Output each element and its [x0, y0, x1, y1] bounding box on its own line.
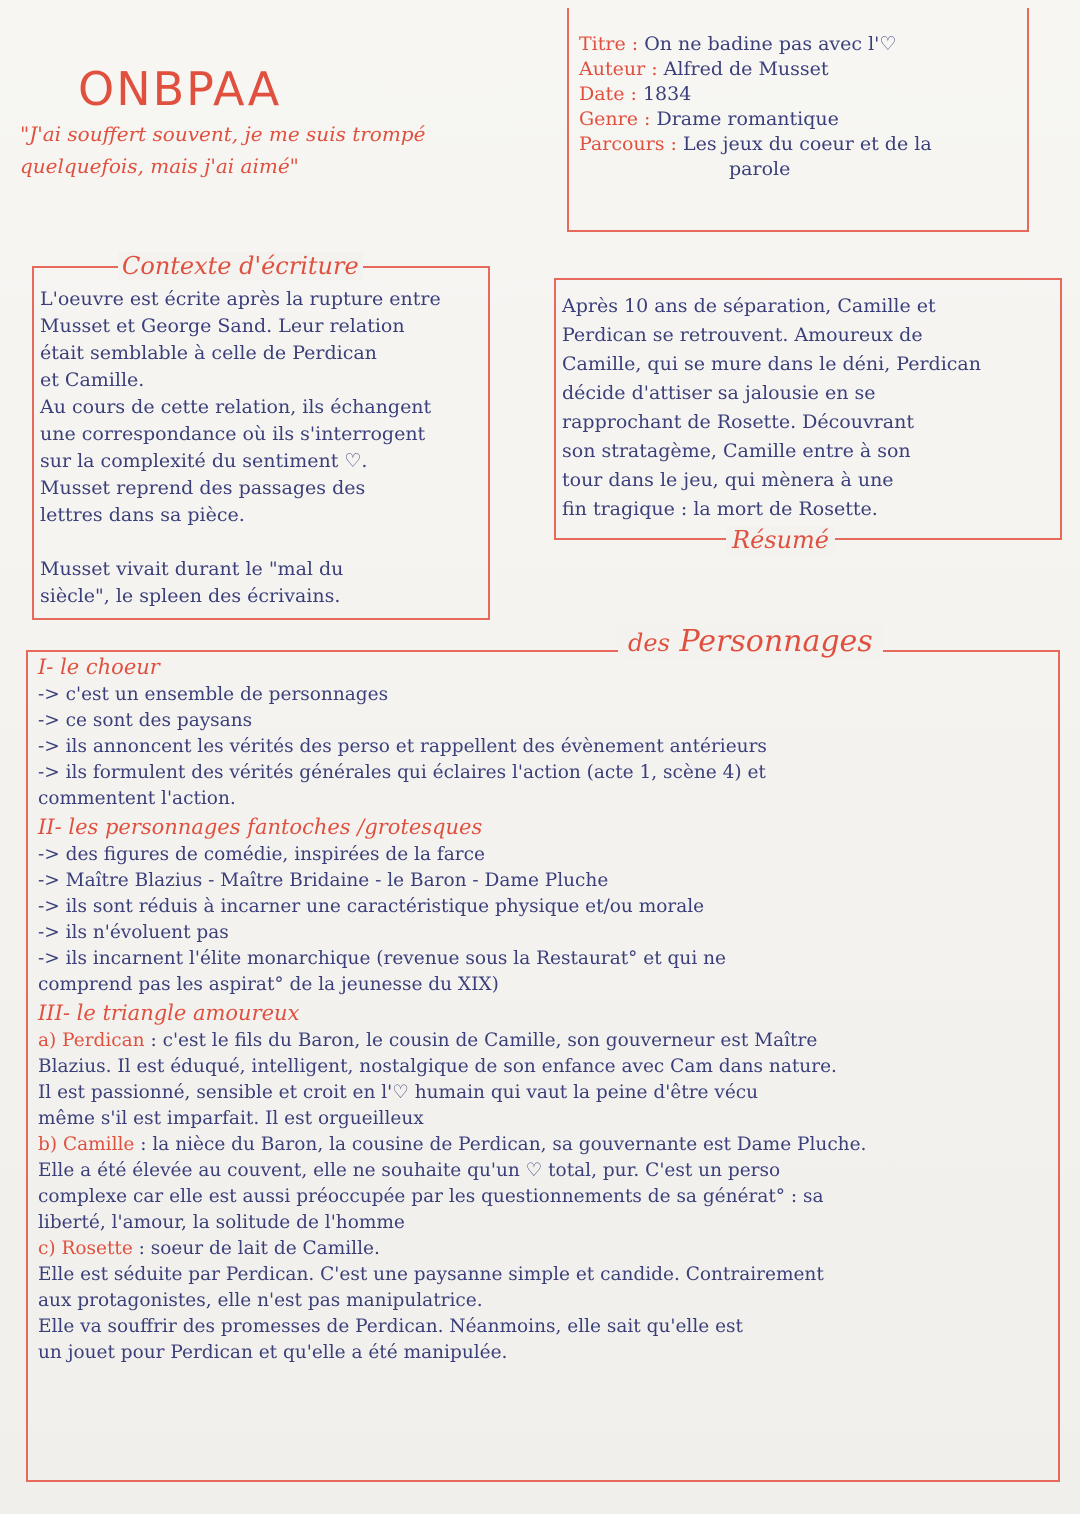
context-box	[32, 252, 490, 620]
text-line: L'oeuvre est écrite après la rupture entre	[40, 288, 441, 310]
characters-content	[38, 652, 1050, 1366]
text-line: sur la complexité du sentiment ♡.	[40, 450, 368, 472]
text-line	[38, 1028, 1050, 1054]
text-line	[38, 1288, 1050, 1314]
text-line: -> c'est un ensemble de personnages	[38, 684, 389, 705]
character-text: liberté, l'amour, la solitude de l'homme	[38, 1212, 405, 1233]
section-triangle-title: III- le triangle amoureux	[38, 1001, 300, 1025]
text-line	[38, 1340, 1050, 1366]
text-line: comprend pas les aspirat° de la jeunesse du XIX)	[38, 974, 499, 995]
character-text: Blazius. Il est éduqué, intelligent, nostalgique de son enfance avec Cam dans nature.	[38, 1056, 837, 1077]
text-line	[38, 1262, 1050, 1288]
text-line: -> ils formulent des vérités générales qui éclaires l'action (acte 1, scène 4) et	[38, 762, 766, 783]
character-text: même s'il est imparfait. Il est orgueilleux	[38, 1108, 424, 1129]
section-fantoches	[38, 842, 1050, 998]
perdican-paragraph	[38, 1028, 1050, 1132]
character-label: b) Camille	[38, 1134, 135, 1155]
info-genre: Genre : Drame romantique	[579, 108, 839, 130]
text-line	[38, 1106, 1050, 1132]
text-line	[38, 1210, 1050, 1236]
quote	[20, 118, 425, 182]
section-choeur-title: I- le choeur	[38, 655, 160, 679]
info-parcours: Parcours : Les jeux du coeur et de la	[579, 133, 932, 155]
quote-line: quelquefois, mais j'ai aimé"	[20, 154, 299, 178]
info-titre: Titre : On ne badine pas avec l'♡	[579, 33, 897, 55]
character-label: a) Perdican	[38, 1030, 145, 1051]
info-auteur: Auteur : Alfred de Musset	[579, 58, 829, 80]
character-text: Elle va souffrir des promesses de Perdican. Néanmoins, elle sait qu'elle est	[38, 1316, 743, 1337]
text-line: -> Maître Blazius - Maître Bridaine - le Baron - Dame Pluche	[38, 870, 609, 891]
character-text: un jouet pour Perdican et qu'elle a été manipulée.	[38, 1342, 508, 1363]
info-date: Date : 1834	[579, 83, 692, 105]
section-choeur	[38, 682, 1050, 812]
text-line: une correspondance où ils s'interrogent	[40, 423, 426, 445]
text-line: son stratagème, Camille entre à son	[562, 440, 911, 462]
text-line: Perdican se retrouvent. Amoureux de	[562, 324, 923, 346]
character-text: : la nièce du Baron, la cousine de Perdican, sa gouvernante est Dame Pluche.	[134, 1134, 867, 1155]
summary-box	[554, 278, 1062, 554]
summary-text	[562, 292, 981, 524]
character-text: Il est passionné, sensible et croit en l'♡ humain qui vaut la peine d'être vécu	[38, 1082, 759, 1103]
text-line: fin tragique : la mort de Rosette.	[562, 498, 878, 520]
text-line: -> ils sont réduis à incarner une caractéristique physique et/ou morale	[38, 896, 705, 917]
characters-title: des Personnages	[618, 624, 883, 659]
text-line: Musset vivait durant le "mal du	[40, 558, 344, 580]
info-box	[567, 8, 1029, 232]
text-line: siècle", le spleen des écrivains.	[40, 585, 341, 607]
character-text: Elle a été élevée au couvent, elle ne souhaite qu'un ♡ total, pur. C'est un perso	[38, 1160, 781, 1181]
text-line: Camille, qui se mure dans le déni, Perdican	[562, 353, 981, 375]
text-line: rapprochant de Rosette. Découvrant	[562, 411, 914, 433]
rosette-paragraph	[38, 1236, 1050, 1366]
text-line	[38, 1054, 1050, 1080]
text-line	[38, 1184, 1050, 1210]
text-line: lettres dans sa pièce.	[40, 504, 245, 526]
text-line: Musset et George Sand. Leur relation	[40, 315, 405, 337]
text-line	[38, 1314, 1050, 1340]
character-text: complexe car elle est aussi préoccupée par les questionnements de sa générat° : sa	[38, 1186, 824, 1207]
text-line: -> ce sont des paysans	[38, 710, 253, 731]
character-label: c) Rosette	[38, 1238, 133, 1259]
text-line: Musset reprend des passages des	[40, 477, 366, 499]
text-line	[38, 1080, 1050, 1106]
info-parcours-cont: parole	[729, 158, 791, 180]
character-text: : c'est le fils du Baron, le cousin de Camille, son gouverneur est Maître	[144, 1030, 818, 1051]
page-title: ONBPAA	[78, 62, 282, 116]
text-line: Au cours de cette relation, ils échangent	[40, 396, 432, 418]
text-line: Après 10 ans de séparation, Camille et	[562, 295, 936, 317]
text-line: décide d'attiser sa jalousie en se	[562, 382, 876, 404]
context-title: Contexte d'écriture	[118, 252, 363, 280]
quote-line: "J'ai souffert souvent, je me suis trompé	[20, 122, 426, 146]
section-fantoches-title: II- les personnages fantoches /grotesques	[38, 815, 483, 839]
text-line: commentent l'action.	[38, 788, 236, 809]
characters-box	[26, 624, 1060, 1482]
camille-paragraph	[38, 1132, 1050, 1236]
text-line: -> ils annoncent les vérités des perso et rappellent des évènement antérieurs	[38, 736, 767, 757]
text-line: tour dans le jeu, qui mènera à une	[562, 469, 894, 491]
text-line	[38, 1236, 1050, 1262]
text-line: était semblable à celle de Perdican	[40, 342, 377, 364]
text-line	[38, 1158, 1050, 1184]
text-line: -> ils n'évoluent pas	[38, 922, 229, 943]
character-text: : soeur de lait de Camille.	[132, 1238, 380, 1259]
text-line: -> des figures de comédie, inspirées de la farce	[38, 844, 485, 865]
text-line	[38, 1132, 1050, 1158]
context-text	[40, 286, 441, 610]
summary-title: Résumé	[726, 526, 835, 554]
text-line	[40, 529, 441, 556]
text-line: -> ils incarnent l'élite monarchique (revenue sous la Restaurat° et qui ne	[38, 948, 726, 969]
character-text: aux protagonistes, elle n'est pas manipulatrice.	[38, 1290, 483, 1311]
character-text: Elle est séduite par Perdican. C'est une paysanne simple et candide. Contrairement	[38, 1264, 824, 1285]
text-line: et Camille.	[40, 369, 145, 391]
